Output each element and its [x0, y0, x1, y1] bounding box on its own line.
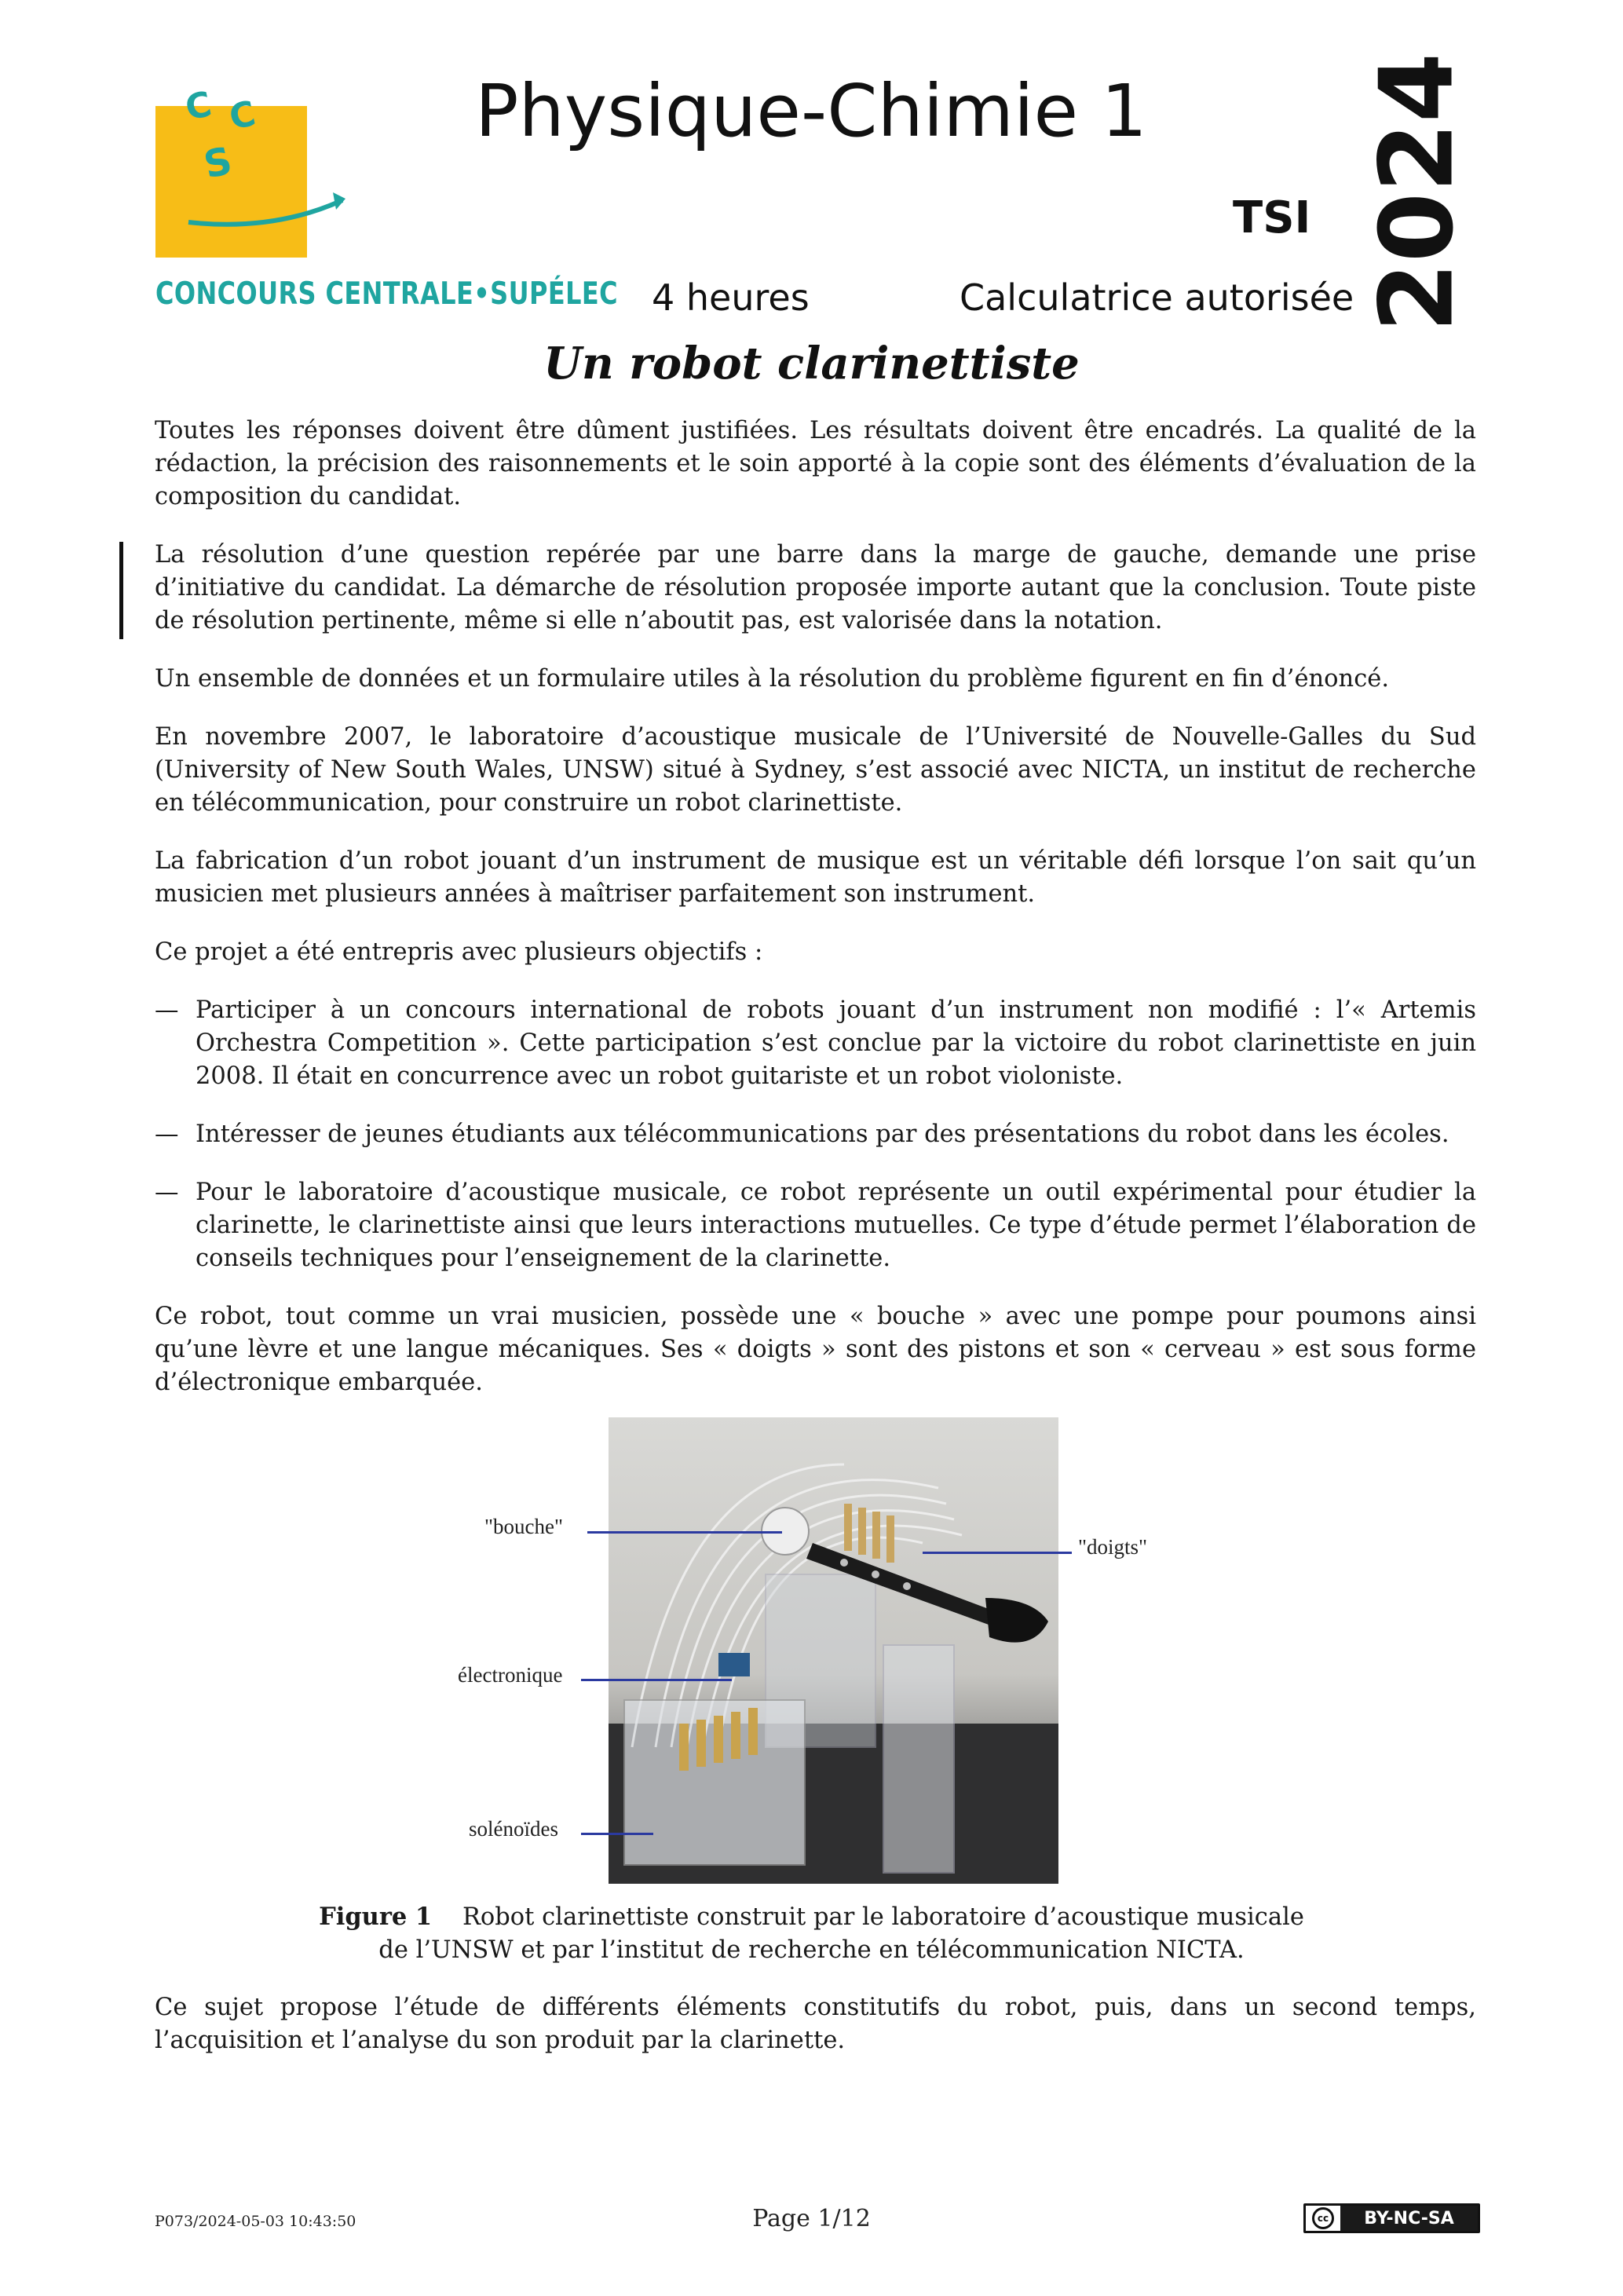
- robot-photo: [609, 1417, 1058, 1884]
- caption-label: Figure 1: [319, 1903, 433, 1931]
- closing-paragraph: Ce sujet propose l’étude de différents éléments constitutifs du robot, puis, dans un second temps, l’acquisition et l’analyse du son produit par la clarinette.: [155, 1994, 1476, 2054]
- caption-line-2: de l’UNSW et par l’institut de recherche en télécommunication NICTA.: [378, 1936, 1245, 1964]
- logo-letter-c2: C: [225, 93, 259, 138]
- intro-paragraph-2: [155, 539, 1476, 638]
- intro-paragraph-1: Toutes les réponses doivent être dûment justifiées. Les résultats doivent être encadrés. La qualité de la rédaction, la précision des raisonnements et le soin apporté à la copie sont des éléments d’évaluation de la composition du candidat.: [155, 417, 1476, 510]
- track-label: TSI: [1233, 192, 1311, 243]
- intro-paragraph-2-text: La résolution d’une question repérée par une barre dans la marge de gauche, demande une prise d’initiative du candidat. La démarche de résolution proposée importe autant que la conclusion. Toute piste de résolution pertinente, même si elle n’aboutit pas, est valorisée dans la notation.: [155, 541, 1476, 634]
- concours-logo: [155, 82, 619, 318]
- intro-paragraph-4: En novembre 2007, le laboratoire d’acoustique musicale de l’Université de Nouvelle-Galles du Sud (University of New South Wales, UNSW) situé à Sydney, s’est associé avec NICTA, un institut de recherche en télécommunication, pour construire un robot clarinettiste.: [155, 723, 1476, 817]
- label-electronique: électronique: [458, 1663, 563, 1687]
- label-line-doigts: [923, 1552, 1072, 1554]
- year-text: 2024: [1358, 52, 1476, 333]
- license-text: BY-NC-SA: [1364, 2208, 1454, 2228]
- after-list-paragraph: Ce robot, tout comme un vrai musicien, possède une « bouche » avec une pompe pour poumons ainsi qu’une lèvre et une langue mécaniques. Ses « doigts » sont des pistons et son « cerveau » est sous forme d’électronique embarquée.: [155, 1303, 1476, 1396]
- page-number: Page 1/12: [752, 2205, 871, 2232]
- label-solenoides: solénoïdes: [469, 1817, 558, 1841]
- duration-label: 4 heures: [652, 276, 810, 319]
- objectives-list: [155, 994, 1476, 1275]
- caption-line-1: Robot clarinettiste construit par le laboratoire d’acoustique musicale: [462, 1903, 1304, 1931]
- objective-item: [155, 994, 1476, 1093]
- objective-text: Participer à un concours international de robots jouant d’un instrument non modifié : l’« Artemis Orchestra Competition ». Cette participation s’est conclue par la victoire du robot clarinettiste en juin 2008. Il était en concurrence avec un robot guitariste et un robot violoniste.: [196, 996, 1476, 1090]
- objective-item: [155, 1118, 1476, 1151]
- subject-title: Physique-Chimie 1: [475, 69, 1147, 153]
- dash-bullet: —: [155, 1179, 179, 1206]
- cc-symbol: cc: [1312, 2207, 1334, 2229]
- objective-text: Pour le laboratoire d’acoustique musicale, ce robot représente un outil expérimental pour étudier la clarinette, le clarinettiste ainsi que leurs interactions mutuelles. Ce type d’étude permet l’élaboration de conseils techniques pour l’enseignement de la clarinette.: [196, 1179, 1476, 1272]
- year-label: [1351, 52, 1484, 333]
- logo-letter-c1: C: [181, 84, 215, 129]
- footer-code: P073/2024-05-03 10:43:50: [155, 2213, 356, 2230]
- dash-bullet: —: [155, 1121, 179, 1148]
- calculator-label: Calculatrice autorisée: [960, 276, 1354, 319]
- license-badge: [1303, 2203, 1480, 2233]
- intro-paragraph-3: Un ensemble de données et un formulaire utiles à la résolution du problème figurent en fin d’énoncé.: [155, 665, 1390, 693]
- label-line-electronique: [581, 1679, 732, 1681]
- dash-bullet: —: [155, 996, 179, 1024]
- intro-paragraph-6: Ce projet a été entrepris avec plusieurs objectifs :: [155, 938, 763, 966]
- logo-letter-s: S: [199, 138, 236, 188]
- initiative-margin-bar: [119, 542, 123, 639]
- label-doigts: "doigts": [1078, 1535, 1148, 1559]
- figure-caption: [0, 1900, 1623, 1967]
- label-bouche: "bouche": [484, 1515, 564, 1538]
- label-line-solenoides: [581, 1833, 653, 1835]
- intro-paragraph-5: La fabrication d’un robot jouant d’un instrument de musique est un véritable défi lorsque l’on sait qu’un musicien met plusieurs années à maîtriser parfaitement son instrument.: [155, 847, 1476, 908]
- objective-item: [155, 1176, 1476, 1275]
- objective-text: Intéresser de jeunes étudiants aux télécommunications par des présentations du robot dans les écoles.: [196, 1121, 1449, 1148]
- cc-icon: [1306, 2206, 1340, 2231]
- body-text: [155, 415, 1476, 1424]
- document-title: Un robot clarinettiste: [543, 338, 1080, 389]
- label-line-bouche: [587, 1531, 782, 1534]
- logo-text: CONCOURS CENTRALE•SUPÉLEC: [155, 276, 619, 312]
- logo-ccs-mark: [155, 82, 360, 263]
